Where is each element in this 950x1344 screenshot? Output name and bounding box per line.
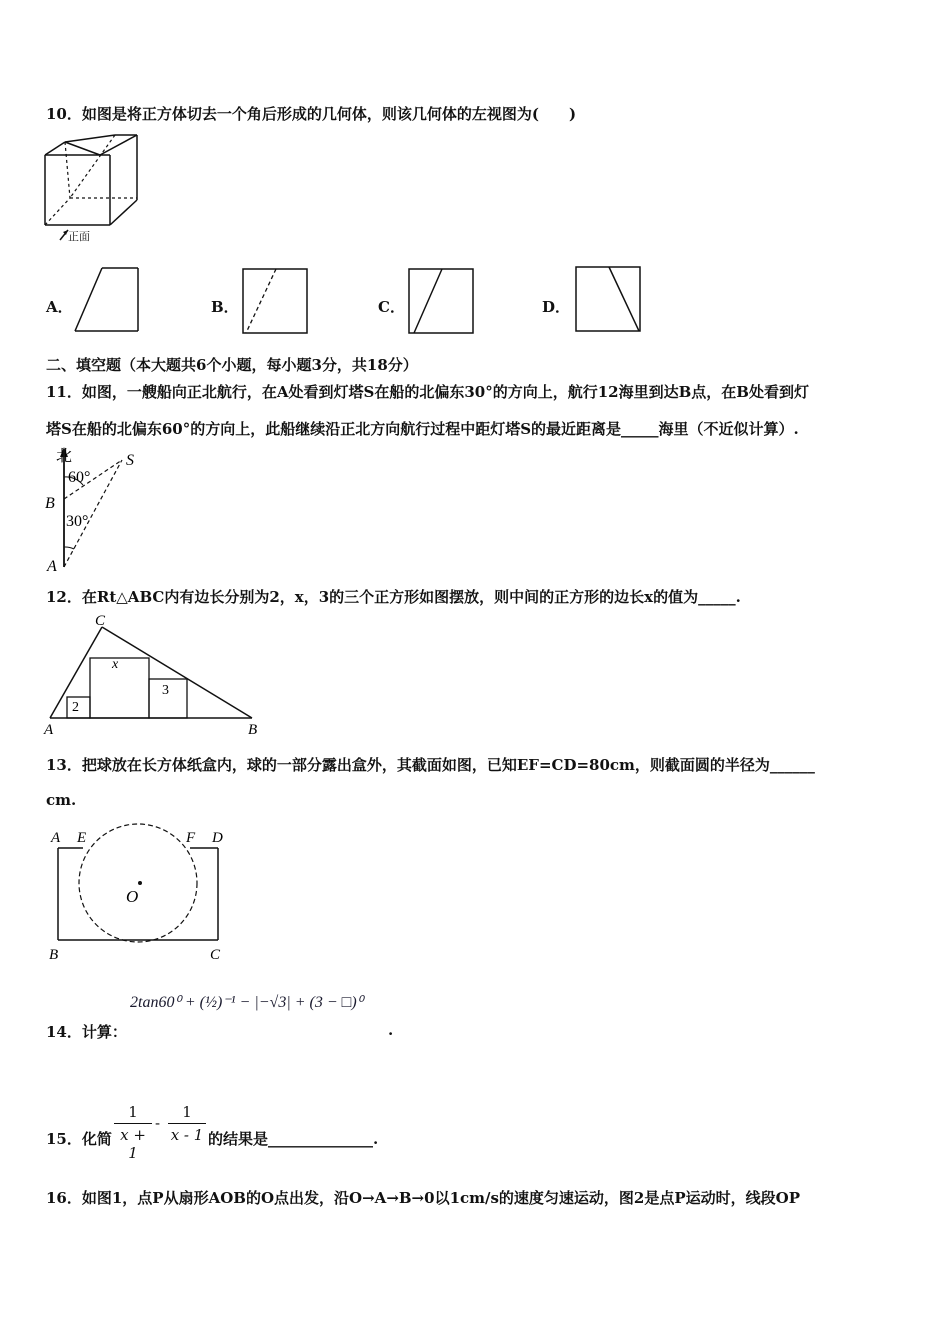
q13-label-b: B: [49, 947, 59, 963]
q11-label-s: S: [126, 452, 134, 469]
q14-end: .: [388, 1021, 394, 1039]
q13-label-f: F: [186, 830, 196, 846]
q15-denominator-1: x + 1: [120, 1126, 146, 1162]
q15-numerator-1: 1: [114, 1103, 152, 1124]
q12-label-3: 3: [162, 683, 169, 698]
q13-line1: 13．把球放在长方体纸盒内，球的一部分露出盒外，其截面如图，已知EF=CD=80cm，则截面圆的半径为______: [46, 756, 815, 774]
q10-option-c-label: C．: [378, 298, 405, 316]
q13-line2: cm.: [46, 791, 77, 809]
q13-figure: [45, 822, 235, 967]
q13-label-e: E: [77, 830, 87, 846]
q12-label-x: x: [112, 657, 119, 672]
q10-cube-figure: [40, 130, 150, 245]
q11-label-a: A: [47, 558, 57, 573]
q15-denominator-2: x - 1: [170, 1126, 204, 1144]
q10-option-a-figure: [74, 266, 140, 333]
q12-text: 12．在Rt△ABC内有边长分别为2，x，3的三个正方形如图摆放，则中间的正方形的边长x的值为_____.: [46, 588, 741, 606]
q13-label-c: C: [210, 947, 221, 963]
q14-expression: 2tan60⁰ + (½)⁻¹ − |−√3| + (3 − □)⁰: [130, 994, 364, 1011]
section2-heading: 二、填空题（本大题共6个小题，每小题3分，共18分）: [46, 356, 418, 374]
q11-north-label: 北: [56, 448, 73, 465]
q15-minus: -: [155, 1114, 161, 1132]
q15-fraction-2: [168, 1103, 206, 1144]
q10-option-b-figure: [242, 268, 310, 336]
q13-label-o: O: [126, 887, 139, 906]
q11-figure: [40, 445, 150, 573]
q10-option-c-figure: [408, 268, 476, 336]
q10-option-b-label: B．: [211, 298, 239, 316]
q10-option-a-label: A．: [46, 298, 73, 316]
q12-label-a: A: [44, 722, 54, 738]
q11-line2: 塔S在船的北偏东60°的方向上，此船继续沿正北方向航行过程中距灯塔S的最近距离是_____海里（不近似计算）.: [46, 420, 799, 438]
q11-angle-30: 30°: [66, 513, 89, 530]
q15-fraction-1: [114, 1103, 152, 1162]
q16-text: 16．如图1，点P从扇形AOB的O点出发，沿O→A→B→0以1cm/s的速度匀速运动，图2是点P运动时，线段OP: [46, 1189, 800, 1207]
q15-tail: 的结果是______________.: [208, 1130, 379, 1148]
q12-label-b: B: [248, 722, 258, 738]
q15-numerator-2: 1: [168, 1103, 206, 1124]
q11-angle-60: 60°: [68, 469, 91, 486]
q12-label-2: 2: [72, 700, 79, 715]
q13-label-a: A: [51, 830, 61, 846]
q13-label-d: D: [212, 830, 223, 846]
q10-text: 10．如图是将正方体切去一个角后形成的几何体，则该几何体的左视图为( ): [46, 105, 577, 123]
q15-label: 15．化简: [46, 1130, 112, 1148]
q10-option-d-label: D．: [542, 298, 571, 316]
q10-front-label: 正面: [68, 230, 90, 243]
q12-figure: [42, 610, 267, 738]
q11-label-b: B: [45, 495, 55, 512]
q10-option-d-figure: [575, 266, 643, 334]
q11-line1: 11．如图，一艘船向正北航行，在A处看到灯塔S在船的北偏东30°的方向上，航行12海里到达B点，在B处看到灯: [46, 383, 809, 401]
q14-label: 14．计算：: [46, 1023, 127, 1041]
q12-label-c: C: [95, 613, 106, 629]
